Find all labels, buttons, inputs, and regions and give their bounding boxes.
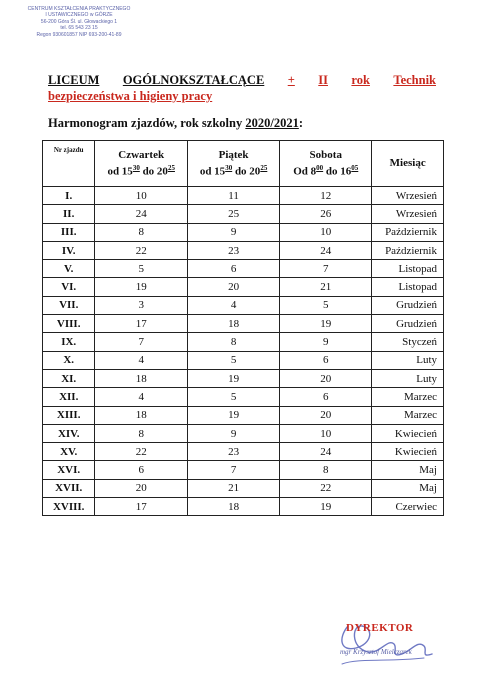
cell-saturday: 26 <box>280 205 372 223</box>
cell-friday: 23 <box>188 443 280 461</box>
cell-nr: I. <box>43 187 95 205</box>
cell-month: Wrzesień <box>372 187 444 205</box>
stamp-line: 56-200 Góra Śl. ul. Głowackiego 1 <box>40 18 118 25</box>
cell-friday: 5 <box>188 388 280 406</box>
cell-nr: IX. <box>43 333 95 351</box>
hours-part: do 16 <box>323 165 352 178</box>
cell-friday: 7 <box>188 461 280 479</box>
cell-saturday: 6 <box>280 351 372 369</box>
cell-thursday: 18 <box>95 369 188 387</box>
cell-saturday: 19 <box>280 498 372 516</box>
cell-month: Luty <box>372 351 444 369</box>
cell-saturday: 9 <box>280 333 372 351</box>
cell-thursday: 6 <box>95 461 188 479</box>
cell-month: Maj <box>372 479 444 497</box>
stamp-line: Regon 930601857 NIP 693-200-41-89 <box>36 31 122 38</box>
cell-saturday: 10 <box>280 424 372 442</box>
cell-thursday: 3 <box>95 296 188 314</box>
cell-friday: 9 <box>188 223 280 241</box>
table-row <box>43 241 444 259</box>
cell-month: Kwiecień <box>372 424 444 442</box>
cell-nr: XVII. <box>43 479 95 497</box>
table-row <box>43 296 444 314</box>
cell-thursday: 22 <box>95 443 188 461</box>
institution-stamp <box>14 6 144 38</box>
table-row <box>43 406 444 424</box>
cell-nr: X. <box>43 351 95 369</box>
cell-nr: XIV. <box>43 424 95 442</box>
table-row <box>43 424 444 442</box>
cell-friday: 19 <box>188 406 280 424</box>
heading-line-1 <box>48 72 436 88</box>
cell-thursday: 4 <box>95 351 188 369</box>
heading-plus: + <box>287 73 295 87</box>
cell-friday: 20 <box>188 278 280 296</box>
cell-nr: XIII. <box>43 406 95 424</box>
cell-month: Luty <box>372 369 444 387</box>
header-thursday-hours <box>95 162 187 179</box>
cell-saturday: 7 <box>280 260 372 278</box>
cell-nr: III. <box>43 223 95 241</box>
cell-thursday: 17 <box>95 315 188 333</box>
document-heading <box>48 72 436 104</box>
cell-thursday: 17 <box>95 498 188 516</box>
schedule-table <box>42 140 444 516</box>
header-friday-hours <box>188 162 279 179</box>
cell-thursday: 10 <box>95 187 188 205</box>
hours-sup: 25 <box>260 163 268 172</box>
cell-thursday: 5 <box>95 260 188 278</box>
cell-nr: XVIII. <box>43 498 95 516</box>
cell-saturday: 24 <box>280 443 372 461</box>
signature-title: DYREKTOR <box>346 622 414 634</box>
cell-month: Listopad <box>372 278 444 296</box>
cell-thursday: 20 <box>95 479 188 497</box>
cell-friday: 8 <box>188 333 280 351</box>
table-row <box>43 223 444 241</box>
cell-nr: IV. <box>43 241 95 259</box>
table-row <box>43 260 444 278</box>
heading-word: LICEUM <box>48 73 100 87</box>
cell-saturday: 20 <box>280 406 372 424</box>
cell-friday: 23 <box>188 241 280 259</box>
header-thursday <box>95 141 188 187</box>
cell-nr: XI. <box>43 369 95 387</box>
header-thursday-day: Czwartek <box>118 148 165 161</box>
cell-month: Grudzień <box>372 315 444 333</box>
cell-thursday: 22 <box>95 241 188 259</box>
cell-nr: VI. <box>43 278 95 296</box>
cell-month: Październik <box>372 223 444 241</box>
stamp-line: I USTAWICZNEGO w GÓRZE <box>45 12 113 19</box>
schedule-title-prefix: Harmonogram zjazdów, rok szkolny <box>48 116 246 130</box>
table-row <box>43 498 444 516</box>
cell-thursday: 18 <box>95 406 188 424</box>
cell-friday: 9 <box>188 424 280 442</box>
stamp-line: tel. 65 543 23 15 <box>60 25 98 32</box>
header-friday-day: Piątek <box>218 148 249 161</box>
heading-numeral: II <box>318 73 328 87</box>
cell-month: Marzec <box>372 406 444 424</box>
schedule-title <box>48 116 303 131</box>
cell-friday: 4 <box>188 296 280 314</box>
cell-nr: VIII. <box>43 315 95 333</box>
cell-nr: XII. <box>43 388 95 406</box>
cell-saturday: 12 <box>280 187 372 205</box>
cell-saturday: 22 <box>280 479 372 497</box>
cell-saturday: 21 <box>280 278 372 296</box>
cell-month: Czerwiec <box>372 498 444 516</box>
cell-month: Styczeń <box>372 333 444 351</box>
table-row <box>43 333 444 351</box>
hours-sup: 05 <box>351 163 359 172</box>
cell-friday: 6 <box>188 260 280 278</box>
table-row <box>43 315 444 333</box>
cell-thursday: 7 <box>95 333 188 351</box>
cell-friday: 11 <box>188 187 280 205</box>
cell-thursday: 19 <box>95 278 188 296</box>
school-year: 2020/2021 <box>245 116 299 130</box>
cell-saturday: 10 <box>280 223 372 241</box>
cell-month: Kwiecień <box>372 443 444 461</box>
cell-saturday: 20 <box>280 369 372 387</box>
cell-friday: 21 <box>188 479 280 497</box>
table-row <box>43 479 444 497</box>
cell-friday: 25 <box>188 205 280 223</box>
cell-month: Marzec <box>372 388 444 406</box>
cell-saturday: 24 <box>280 241 372 259</box>
heading-word: OGÓLNOKSZTAŁCĄCE <box>122 73 265 87</box>
hours-part: do 20 <box>232 165 261 178</box>
cell-friday: 19 <box>188 369 280 387</box>
cell-nr: VII. <box>43 296 95 314</box>
schedule-body <box>43 187 444 516</box>
table-row <box>43 443 444 461</box>
cell-saturday: 6 <box>280 388 372 406</box>
cell-thursday: 8 <box>95 223 188 241</box>
signature-name: mgr Krzysztof Mielczarek <box>340 648 412 656</box>
table-row <box>43 187 444 205</box>
hours-sup: 30 <box>225 163 233 172</box>
hours-part: do 20 <box>139 165 168 178</box>
table-row <box>43 461 444 479</box>
table-row <box>43 369 444 387</box>
table-header-row <box>43 141 444 187</box>
hours-part: Od 8 <box>293 165 317 178</box>
cell-month: Wrzesień <box>372 205 444 223</box>
cell-nr: II. <box>43 205 95 223</box>
cell-month: Maj <box>372 461 444 479</box>
heading-rok: rok <box>351 73 370 87</box>
cell-friday: 18 <box>188 498 280 516</box>
cell-saturday: 8 <box>280 461 372 479</box>
hours-sup: 00 <box>316 163 324 172</box>
cell-nr: XV. <box>43 443 95 461</box>
cell-month: Listopad <box>372 260 444 278</box>
cell-nr: XVI. <box>43 461 95 479</box>
cell-thursday: 4 <box>95 388 188 406</box>
cell-saturday: 19 <box>280 315 372 333</box>
cell-friday: 5 <box>188 351 280 369</box>
hours-sup: 25 <box>167 163 175 172</box>
hours-sup: 30 <box>132 163 140 172</box>
cell-saturday: 5 <box>280 296 372 314</box>
stamp-line: CENTRUM KSZTAŁCENIA PRAKTYCZNEGO <box>27 6 131 12</box>
header-nr: Nr zjazdu <box>43 141 95 187</box>
table-row <box>43 388 444 406</box>
header-friday <box>188 141 280 187</box>
hours-part: od 15 <box>107 165 133 178</box>
table-row <box>43 351 444 369</box>
header-saturday-day: Sobota <box>309 148 342 161</box>
cell-month: Październik <box>372 241 444 259</box>
header-saturday <box>280 141 372 187</box>
heading-line-2: bezpieczeństwa i higieny pracy <box>48 89 213 103</box>
cell-friday: 18 <box>188 315 280 333</box>
schedule-title-suffix: : <box>298 116 303 130</box>
header-saturday-hours <box>280 162 371 179</box>
table-row <box>43 278 444 296</box>
cell-thursday: 8 <box>95 424 188 442</box>
header-month: Miesiąc <box>372 141 444 187</box>
cell-nr: V. <box>43 260 95 278</box>
cell-month: Grudzień <box>372 296 444 314</box>
heading-technik: Technik <box>393 73 436 87</box>
table-row <box>43 205 444 223</box>
cell-thursday: 24 <box>95 205 188 223</box>
hours-part: od 15 <box>199 165 226 178</box>
